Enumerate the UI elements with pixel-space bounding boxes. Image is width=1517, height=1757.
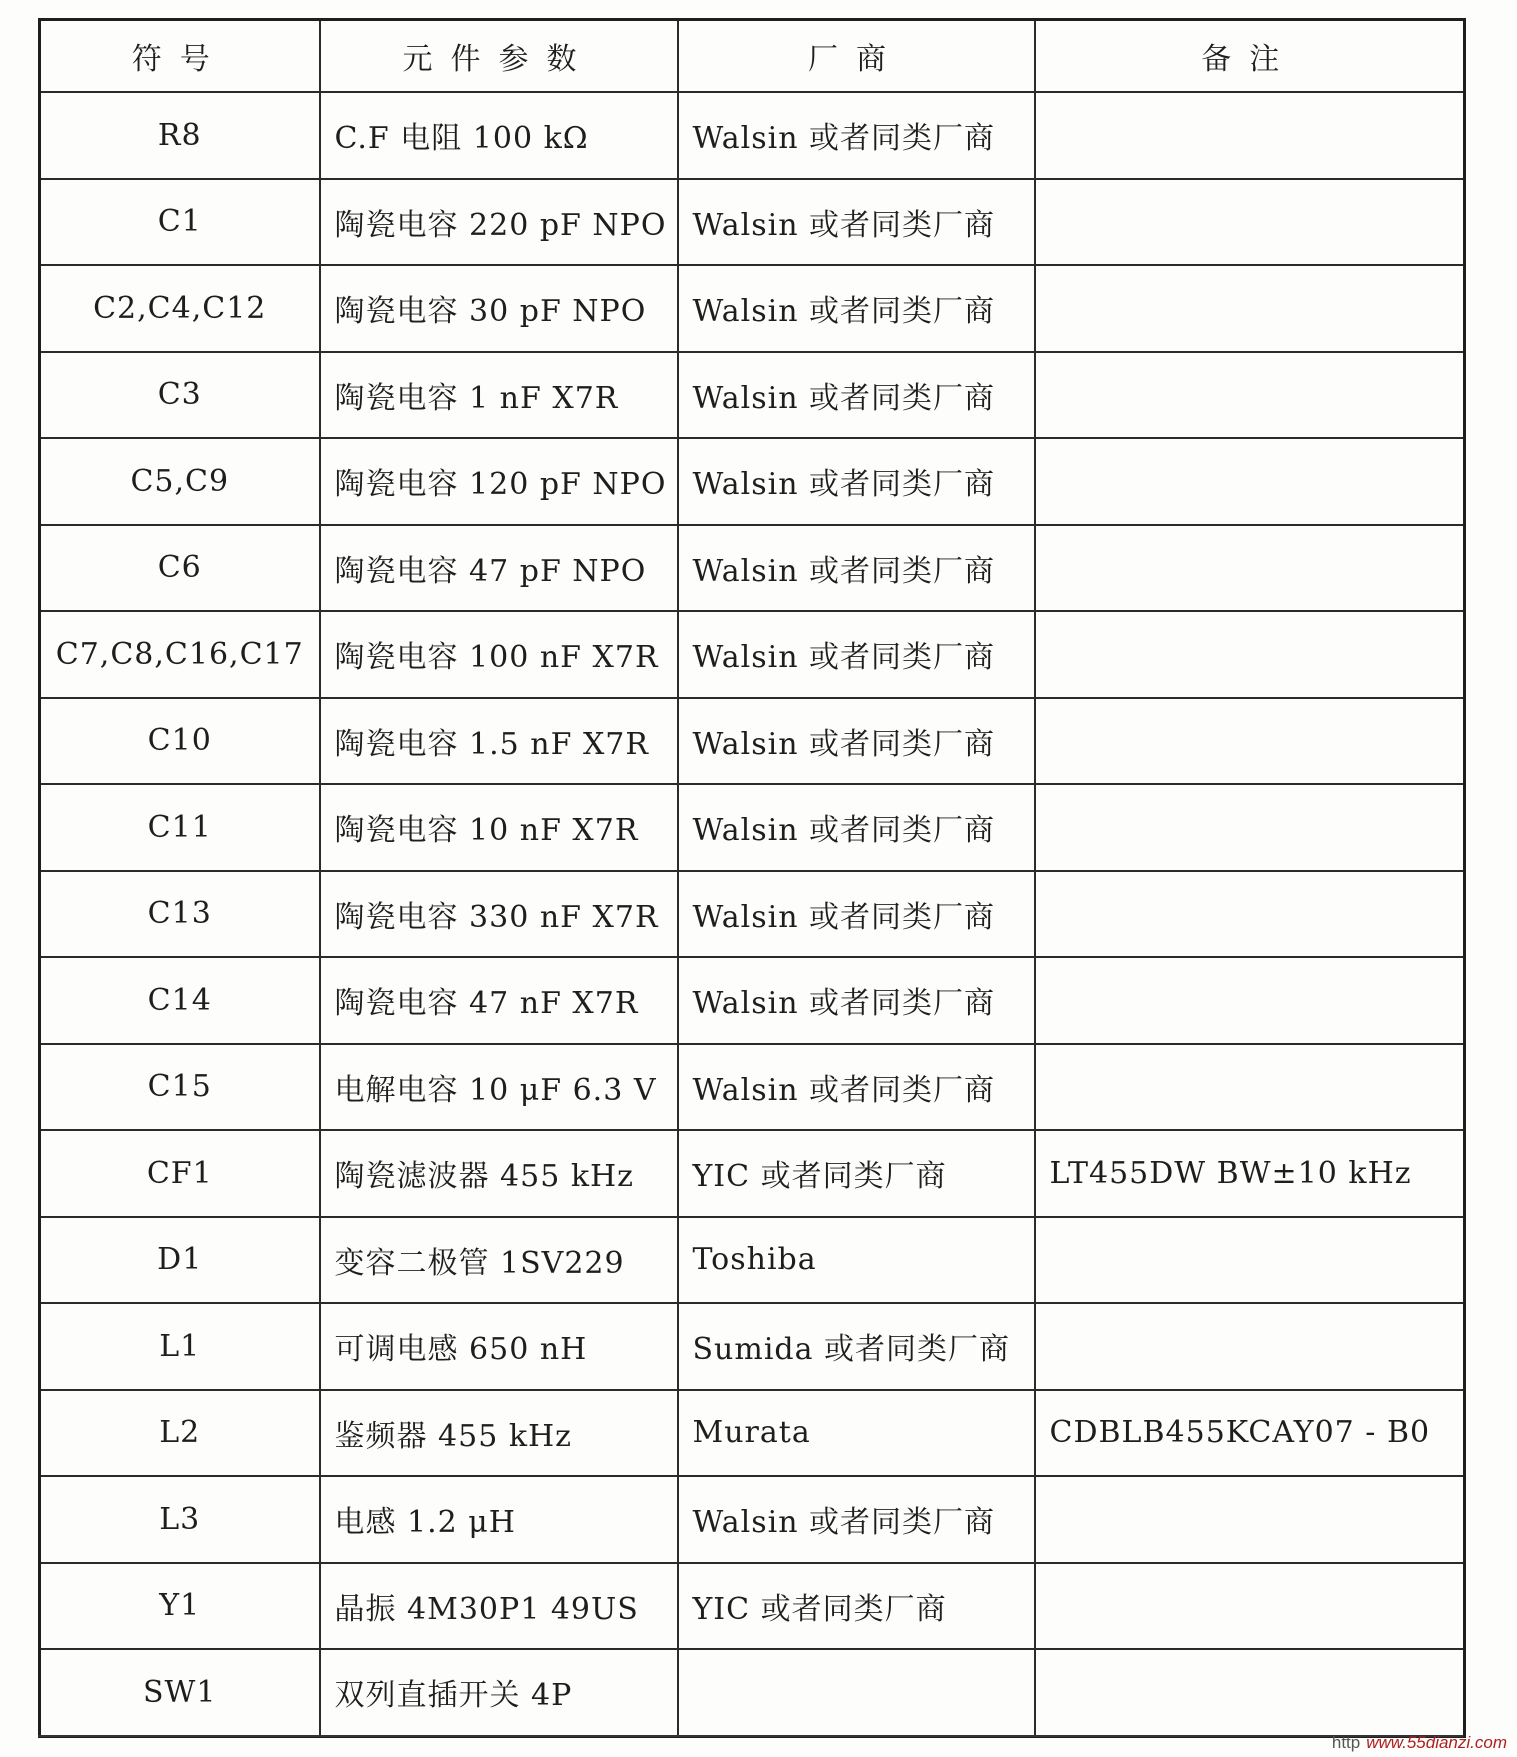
cell-maker: YIC 或者同类厂商 bbox=[678, 1130, 1035, 1217]
cell-note bbox=[1035, 1303, 1465, 1390]
cell-param: 陶瓷电容 120 pF NPO bbox=[320, 438, 678, 525]
cell-maker: Walsin 或者同类厂商 bbox=[678, 784, 1035, 871]
cell-symbol: C3 bbox=[40, 352, 320, 439]
cell-maker: Murata bbox=[678, 1390, 1035, 1477]
cell-param: 陶瓷电容 1 nF X7R bbox=[320, 352, 678, 439]
cell-note bbox=[1035, 92, 1465, 179]
cell-symbol: C14 bbox=[40, 957, 320, 1044]
cell-note bbox=[1035, 438, 1465, 525]
table-row bbox=[40, 1217, 1465, 1304]
cell-symbol: C7,C8,C16,C17 bbox=[40, 611, 320, 698]
cell-maker: Walsin 或者同类厂商 bbox=[678, 957, 1035, 1044]
bottom-rule bbox=[38, 1735, 1463, 1737]
cell-note bbox=[1035, 1217, 1465, 1304]
cell-note bbox=[1035, 1649, 1465, 1736]
cell-note bbox=[1035, 1563, 1465, 1650]
table-row bbox=[40, 957, 1465, 1044]
cell-note bbox=[1035, 871, 1465, 958]
cell-maker: Walsin 或者同类厂商 bbox=[678, 1044, 1035, 1131]
watermark-prefix: http bbox=[1331, 1733, 1361, 1752]
cell-note bbox=[1035, 957, 1465, 1044]
table-row bbox=[40, 871, 1465, 958]
cell-symbol: C15 bbox=[40, 1044, 320, 1131]
watermark-site: www.55dianzi.com bbox=[1366, 1733, 1507, 1752]
cell-param: 陶瓷电容 1.5 nF X7R bbox=[320, 698, 678, 785]
cell-symbol: C10 bbox=[40, 698, 320, 785]
cell-maker: Walsin 或者同类厂商 bbox=[678, 1476, 1035, 1563]
table-row bbox=[40, 1044, 1465, 1131]
cell-symbol: C6 bbox=[40, 525, 320, 612]
cell-note: LT455DW BW±10 kHz bbox=[1035, 1130, 1465, 1217]
cell-symbol: C2,C4,C12 bbox=[40, 265, 320, 352]
table-row bbox=[40, 1303, 1465, 1390]
cell-param: 陶瓷电容 330 nF X7R bbox=[320, 871, 678, 958]
table-row bbox=[40, 611, 1465, 698]
cell-param: 陶瓷电容 47 nF X7R bbox=[320, 957, 678, 1044]
cell-maker: YIC 或者同类厂商 bbox=[678, 1563, 1035, 1650]
header-note: 备注 bbox=[1035, 20, 1465, 93]
cell-param: 电感 1.2 μH bbox=[320, 1476, 678, 1563]
table-row bbox=[40, 179, 1465, 266]
table-row bbox=[40, 1563, 1465, 1650]
cell-param: 陶瓷电容 220 pF NPO bbox=[320, 179, 678, 266]
cell-symbol: L2 bbox=[40, 1390, 320, 1477]
cell-param: 晶振 4M30P1 49US bbox=[320, 1563, 678, 1650]
cell-note bbox=[1035, 352, 1465, 439]
cell-note bbox=[1035, 611, 1465, 698]
table-row bbox=[40, 92, 1465, 179]
table-row bbox=[40, 698, 1465, 785]
cell-symbol: D1 bbox=[40, 1217, 320, 1304]
cell-symbol: L1 bbox=[40, 1303, 320, 1390]
cell-maker: Walsin 或者同类厂商 bbox=[678, 265, 1035, 352]
cell-param: 鉴频器 455 kHz bbox=[320, 1390, 678, 1477]
table-row bbox=[40, 1476, 1465, 1563]
table-row bbox=[40, 352, 1465, 439]
cell-note bbox=[1035, 525, 1465, 612]
bom-sheet bbox=[38, 18, 1463, 1738]
cell-param: 陶瓷电容 100 nF X7R bbox=[320, 611, 678, 698]
cell-param: 双列直插开关 4P bbox=[320, 1649, 678, 1736]
cell-param: 电解电容 10 μF 6.3 V bbox=[320, 1044, 678, 1131]
cell-maker: Walsin 或者同类厂商 bbox=[678, 611, 1035, 698]
cell-param: 变容二极管 1SV229 bbox=[320, 1217, 678, 1304]
cell-maker: Walsin 或者同类厂商 bbox=[678, 525, 1035, 612]
table-row bbox=[40, 265, 1465, 352]
cell-symbol: C1 bbox=[40, 179, 320, 266]
header-param: 元件参数 bbox=[320, 20, 678, 93]
cell-maker: Sumida 或者同类厂商 bbox=[678, 1303, 1035, 1390]
component-table bbox=[38, 18, 1466, 1738]
cell-symbol: C11 bbox=[40, 784, 320, 871]
cell-param: 可调电感 650 nH bbox=[320, 1303, 678, 1390]
cell-symbol: C5,C9 bbox=[40, 438, 320, 525]
cell-maker: Walsin 或者同类厂商 bbox=[678, 352, 1035, 439]
cell-maker: Walsin 或者同类厂商 bbox=[678, 179, 1035, 266]
cell-note bbox=[1035, 784, 1465, 871]
cell-note bbox=[1035, 1044, 1465, 1131]
header-row bbox=[40, 20, 1465, 93]
cell-maker: Walsin 或者同类厂商 bbox=[678, 92, 1035, 179]
table-row bbox=[40, 784, 1465, 871]
cell-note bbox=[1035, 179, 1465, 266]
cell-symbol: Y1 bbox=[40, 1563, 320, 1650]
table-row bbox=[40, 438, 1465, 525]
cell-symbol: SW1 bbox=[40, 1649, 320, 1736]
cell-maker: Walsin 或者同类厂商 bbox=[678, 698, 1035, 785]
cell-symbol: R8 bbox=[40, 92, 320, 179]
header-maker: 厂商 bbox=[678, 20, 1035, 93]
cell-note bbox=[1035, 698, 1465, 785]
cell-symbol: CF1 bbox=[40, 1130, 320, 1217]
cell-note bbox=[1035, 1476, 1465, 1563]
cell-symbol: C13 bbox=[40, 871, 320, 958]
watermark bbox=[1332, 1733, 1507, 1753]
cell-maker: Walsin 或者同类厂商 bbox=[678, 871, 1035, 958]
table-row bbox=[40, 525, 1465, 612]
cell-maker: Toshiba bbox=[678, 1217, 1035, 1304]
cell-maker: Walsin 或者同类厂商 bbox=[678, 438, 1035, 525]
header-symbol: 符号 bbox=[40, 20, 320, 93]
cell-param: 陶瓷电容 30 pF NPO bbox=[320, 265, 678, 352]
cell-param: 陶瓷电容 10 nF X7R bbox=[320, 784, 678, 871]
cell-param: 陶瓷滤波器 455 kHz bbox=[320, 1130, 678, 1217]
table-row bbox=[40, 1390, 1465, 1477]
cell-symbol: L3 bbox=[40, 1476, 320, 1563]
cell-param: C.F 电阻 100 kΩ bbox=[320, 92, 678, 179]
table-row bbox=[40, 1130, 1465, 1217]
cell-note bbox=[1035, 265, 1465, 352]
table-row bbox=[40, 1649, 1465, 1736]
cell-maker bbox=[678, 1649, 1035, 1736]
cell-note: CDBLB455KCAY07 - B0 bbox=[1035, 1390, 1465, 1477]
cell-param: 陶瓷电容 47 pF NPO bbox=[320, 525, 678, 612]
